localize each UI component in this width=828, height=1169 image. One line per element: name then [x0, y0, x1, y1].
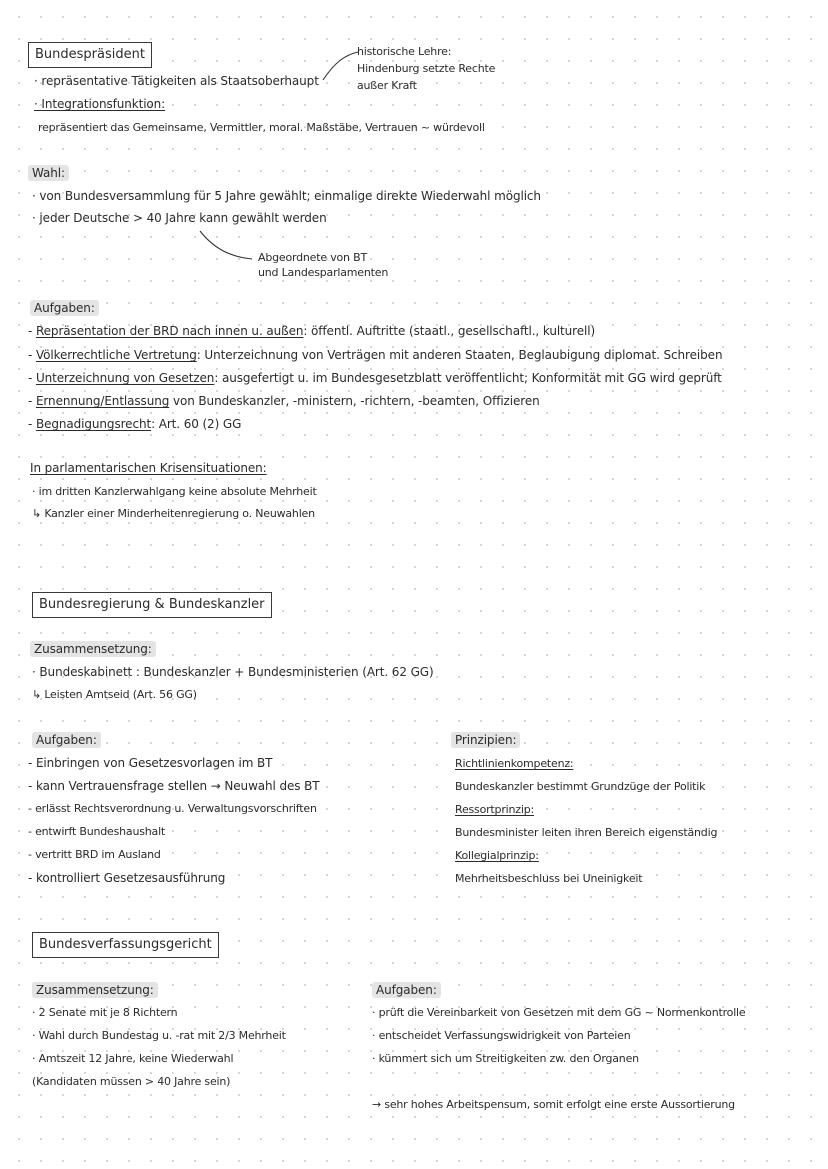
bundespraesident-title: Bundespräsident: [28, 42, 152, 68]
bp-task-3: - Unterzeichnung von Gesetzen: ausgefertigt u. im Bundesgesetzblatt veröffentlicht; Konformität mit GG wird geprüft: [28, 371, 722, 385]
bp-wahl-heading: Wahl:: [28, 165, 69, 181]
br-zusammensetzung-heading: Zusammensetzung:: [30, 641, 156, 657]
br-task-1: - Einbringen von Gesetzesvorlagen im BT: [28, 756, 273, 770]
bundesverfassungsgericht-title: Bundesverfassungsgericht: [32, 932, 219, 958]
br-principle-1-text: Bundeskanzler bestimmt Grundzüge der Politik: [455, 780, 706, 793]
bv-task-1: · prüft die Vereinbarkeit von Gesetzen mit dem GG ~ Normenkontrolle: [372, 1006, 746, 1019]
br-task-6: - kontrolliert Gesetzesausführung: [28, 871, 226, 885]
bp-task-3-text: : ausgefertigt u. im Bundesgesetzblatt veröffentlicht; Konformität mit GG wird geprüft: [214, 371, 722, 385]
bp-representative-line: · repräsentative Tätigkeiten als Staatsoberhaupt: [34, 74, 319, 88]
bp-wahl-note-line-2: und Landesparlamenten: [258, 266, 389, 279]
br-task-4: - entwirft Bundeshaushalt: [28, 825, 166, 838]
bp-task-1-heading: Repräsentation der BRD nach innen u. außen: [35, 324, 304, 338]
bp-wahl-line-1: · von Bundesversammlung für 5 Jahre gewählt; einmalige direkte Wiederwahl möglich: [32, 189, 541, 203]
bp-integration-text: repräsentiert das Gemeinsame, Vermittler, moral. Maßstäbe, Vertrauen ~ würdevoll: [38, 121, 485, 134]
br-composition-line-1: · Bundeskabinett : Bundeskanzler + Bundesministerien (Art. 62 GG): [32, 665, 434, 679]
br-task-2: - kann Vertrauensfrage stellen → Neuwahl des BT: [28, 779, 320, 793]
bv-task-3: · kümmert sich um Streitigkeiten zw. den Organen: [372, 1052, 639, 1065]
bp-crisis-line-2: ↳ Kanzler einer Minderheitenregierung o. Neuwahlen: [32, 507, 315, 520]
br-principle-1-heading: Richtlinienkompetenz:: [455, 757, 574, 770]
bv-composition-line-2: · Wahl durch Bundestag u. -rat mit 2/3 Mehrheit: [32, 1029, 286, 1042]
bp-task-2-heading: Völkerrechtliche Vertretung: [35, 348, 197, 362]
bp-task-4-heading: Ernennung/Entlassung: [35, 394, 170, 408]
historical-note-line-2: Hindenburg setzte Rechte: [357, 62, 496, 75]
br-task-3: - erlässt Rechtsverordnung u. Verwaltungsvorschriften: [28, 802, 317, 815]
bp-task-5: - Begnadigungsrecht: Art. 60 (2) GG: [28, 417, 242, 431]
bp-task-5-heading: Begnadigungsrecht: [35, 417, 152, 431]
bp-crisis-line-1: · im dritten Kanzlerwahlgang keine absolute Mehrheit: [32, 485, 317, 498]
br-principle-3-text: Mehrheitsbeschluss bei Uneinigkeit: [455, 872, 643, 885]
bv-aufgaben-heading: Aufgaben:: [372, 982, 441, 998]
bp-aufgaben-heading: Aufgaben:: [30, 300, 99, 316]
bp-task-2-text: : Unterzeichnung von Verträgen mit anderen Staaten, Beglaubigung diplomat. Schreiben: [196, 348, 723, 362]
br-principle-2-heading: Ressortprinzip:: [455, 803, 534, 816]
bundesregierung-title: Bundesregierung & Bundeskanzler: [32, 592, 272, 618]
bp-task-5-text: : Art. 60 (2) GG: [151, 417, 242, 431]
bp-task-1: - Repräsentation der BRD nach innen u. außen: öffentl. Auftritte (staatl., gesellschaftl., kulturell): [28, 324, 596, 338]
br-principle-2-text: Bundesminister leiten ihren Bereich eigenständig: [455, 826, 718, 839]
bv-composition-line-1: · 2 Senate mit je 8 Richtern: [32, 1006, 178, 1019]
bv-task-2: · entscheidet Verfassungswidrigkeit von Parteien: [372, 1029, 631, 1042]
bp-task-4: - Ernennung/Entlassung von Bundeskanzler, -ministern, -richtern, -beamten, Offizieren: [28, 394, 540, 408]
bp-task-2: - Völkerrechtliche Vertretung: Unterzeichnung von Verträgen mit anderen Staaten, Beglaubigung diplomat. Schreiben: [28, 348, 723, 362]
bp-task-3-heading: Unterzeichnung von Gesetzen: [35, 371, 215, 385]
historical-note-line-3: außer Kraft: [357, 79, 417, 92]
br-aufgaben-heading: Aufgaben:: [32, 732, 101, 748]
br-prinzipien-heading: Prinzipien:: [451, 732, 520, 748]
bv-conclusion: → sehr hohes Arbeitspensum, somit erfolgt eine erste Aussortierung: [372, 1098, 735, 1111]
br-composition-line-2: ↳ Leisten Amtseid (Art. 56 GG): [32, 688, 197, 701]
bv-zusammensetzung-heading: Zusammensetzung:: [32, 982, 158, 998]
historical-note-line-1: historische Lehre:: [357, 45, 452, 58]
br-task-5: - vertritt BRD im Ausland: [28, 848, 161, 861]
bv-composition-line-3: · Amtszeit 12 Jahre, keine Wiederwahl: [32, 1052, 234, 1065]
bp-integration-heading: · Integrationsfunktion:: [34, 97, 166, 111]
bp-wahl-note-line-1: Abgeordnete von BT: [258, 251, 367, 264]
bp-task-1-text: : öffentl. Auftritte (staatl., gesellschaftl., kulturell): [303, 324, 596, 338]
br-principle-3-heading: Kollegialprinzip:: [455, 849, 539, 862]
bp-task-4-text: von Bundeskanzler, -ministern, -richtern, -beamten, Offizieren: [169, 394, 540, 408]
bp-crisis-heading: In parlamentarischen Krisensituationen:: [30, 461, 267, 475]
bv-composition-line-4: (Kandidaten müssen > 40 Jahre sein): [32, 1075, 231, 1088]
bp-wahl-line-2: · jeder Deutsche > 40 Jahre kann gewählt werden: [32, 211, 327, 225]
